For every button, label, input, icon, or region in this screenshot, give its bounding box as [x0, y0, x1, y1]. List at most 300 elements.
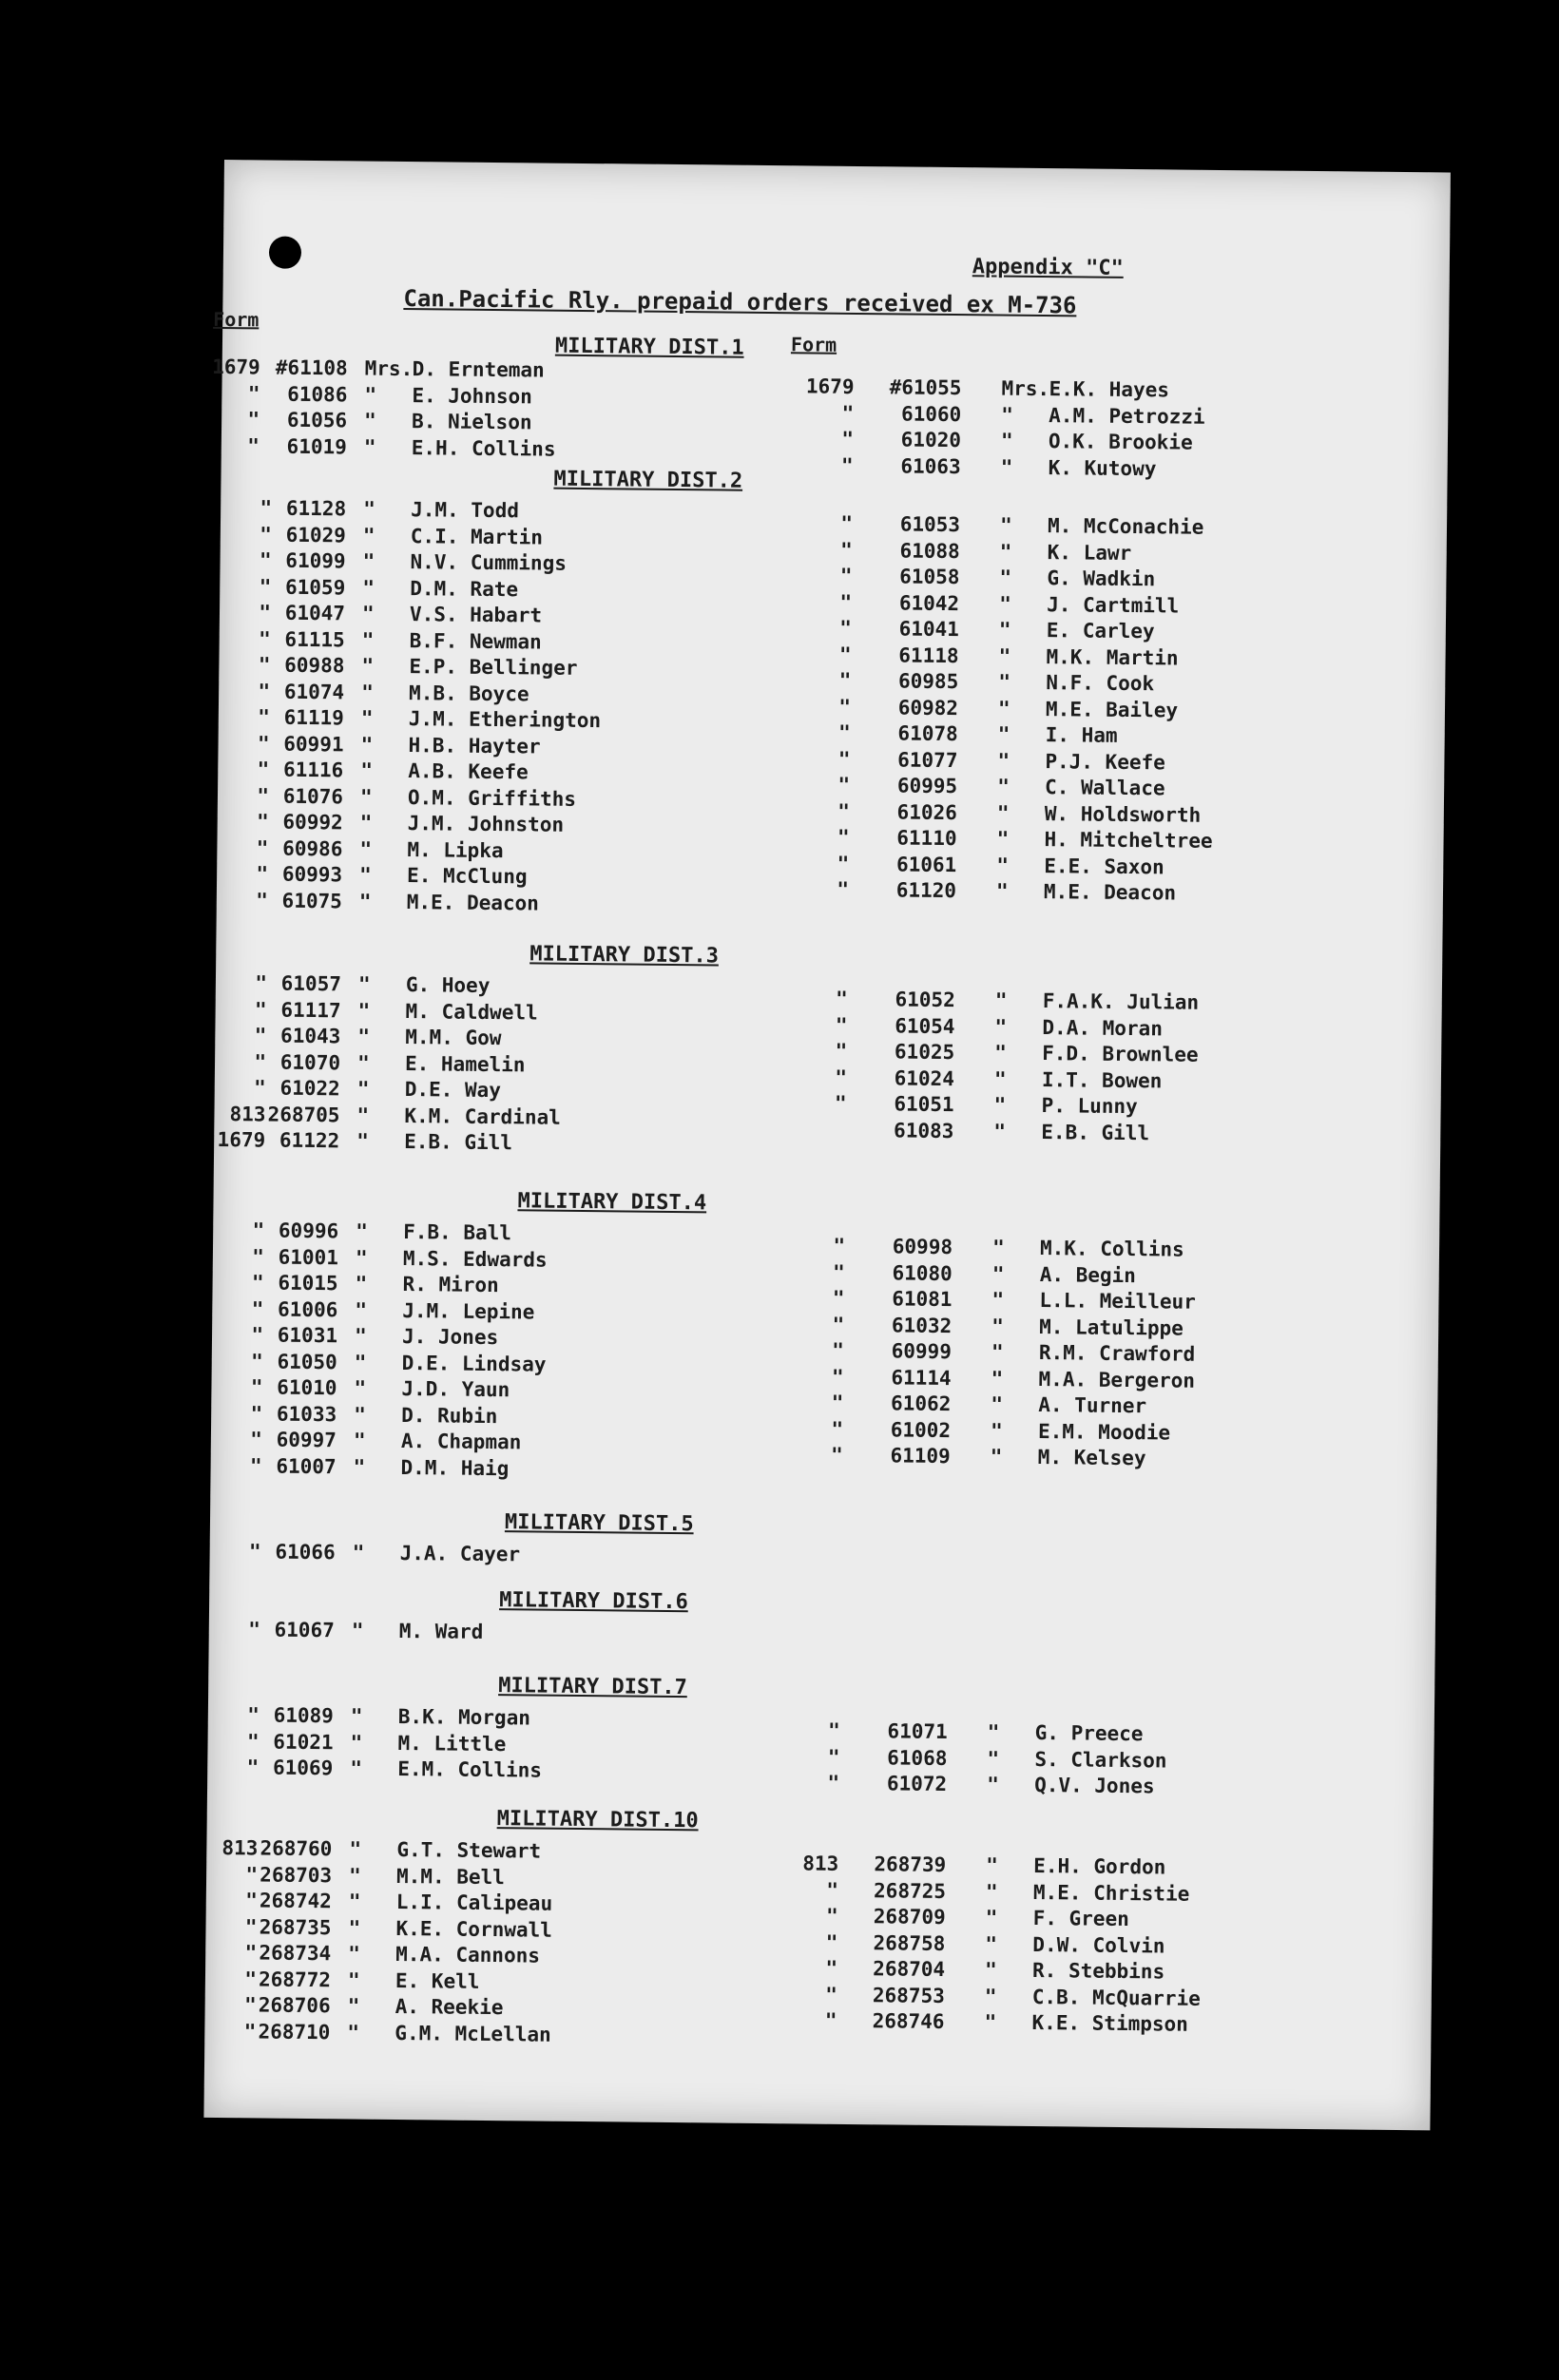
form-number: 1679: [805, 374, 855, 398]
section-heading: MILITARY DIST.5: [504, 1510, 694, 1537]
form-number: ": [830, 1443, 843, 1467]
title-ditto: ": [997, 775, 1010, 798]
form-number: ": [260, 496, 273, 520]
title-ditto: ": [347, 1994, 360, 2018]
order-number: 60982: [897, 695, 959, 720]
title-ditto: ": [351, 1619, 364, 1642]
recipient-name: B. Nielson: [412, 410, 532, 434]
form-number: ": [247, 1703, 260, 1727]
recipient-name: E. Johnson: [412, 383, 532, 408]
title-ditto: ": [358, 890, 372, 913]
form-number: ": [256, 810, 269, 834]
order-number: 61114: [891, 1365, 952, 1390]
order-number: 61056: [286, 408, 348, 432]
order-number: 61022: [279, 1076, 340, 1101]
recipient-name: A.M. Petrozzi: [1049, 403, 1205, 429]
recipient-name: H.B. Hayter: [408, 733, 541, 758]
recipient-name: M.S. Edwards: [402, 1246, 548, 1272]
form-label: Form: [790, 333, 837, 356]
recipient-name: E. Kell: [395, 1968, 480, 1993]
recipient-name: J.M. Todd: [411, 498, 520, 523]
order-number: 61053: [899, 512, 961, 537]
title-ditto: ": [355, 1272, 368, 1296]
form-number: ": [259, 574, 272, 599]
form-number: ": [827, 1718, 840, 1742]
form-number: ": [251, 1296, 264, 1320]
form-number: ": [836, 987, 848, 1010]
form-number: ": [837, 799, 850, 823]
order-number: 61002: [890, 1417, 952, 1442]
order-number: 60997: [276, 1428, 337, 1452]
recipient-name: L.I. Calipeau: [395, 1890, 553, 1915]
order-number: 60985: [897, 669, 959, 694]
form-number: ": [825, 1904, 838, 1928]
form-number: ": [835, 1065, 848, 1089]
order-number: 61057: [280, 971, 342, 996]
form-number: ": [244, 1967, 258, 1990]
order-number: 61051: [894, 1092, 954, 1117]
section-heading: MILITARY DIST.10: [496, 1807, 699, 1833]
recipient-name: M.A. Bergeron: [1038, 1367, 1196, 1392]
title-ditto: ": [991, 1367, 1004, 1391]
order-number: 61128: [285, 496, 347, 521]
form-number: ": [257, 758, 270, 781]
order-number: 268705: [267, 1103, 340, 1126]
title-ditto: ": [360, 758, 374, 782]
title-ditto: ": [359, 785, 373, 809]
form-number: ": [252, 1244, 265, 1269]
form-number: ": [258, 679, 271, 703]
recipient-name: K.E. Stimpson: [1031, 2011, 1189, 2036]
order-number: 61033: [276, 1402, 337, 1426]
form-number: ": [832, 1260, 845, 1284]
title-ditto: ": [354, 1324, 367, 1348]
order-number: 61118: [898, 643, 959, 667]
order-number: 61029: [285, 523, 346, 547]
order-number: 60986: [282, 836, 343, 860]
recipient-name: Q.V. Jones: [1034, 1774, 1155, 1798]
recipient-name: P.J. Keefe: [1045, 749, 1165, 774]
recipient-name: A. Reekie: [395, 1994, 504, 2020]
form-number: ": [831, 1391, 844, 1414]
order-number: 61067: [274, 1618, 335, 1642]
order-number: 268739: [874, 1852, 947, 1877]
recipient-name: E.B. Gill: [404, 1130, 513, 1155]
title-ditto: ": [985, 1931, 998, 1956]
title-ditto: ": [360, 733, 374, 757]
form-number: ": [826, 1878, 839, 1902]
recipient-name: F.D. Brownlee: [1042, 1042, 1199, 1066]
title-ditto: ": [359, 811, 373, 835]
order-number: #61108: [275, 355, 348, 380]
title-ditto: ": [364, 383, 377, 407]
title-ditto: ": [364, 409, 376, 432]
section-heading: MILITARY DIST.1: [554, 334, 744, 360]
form-number: ": [832, 1313, 845, 1336]
form-number: ": [254, 997, 267, 1022]
punch-hole: [269, 236, 301, 268]
form-number: ": [838, 695, 852, 719]
form-number: ": [825, 1983, 837, 2006]
order-number: 268709: [873, 1905, 946, 1929]
title-ditto: ": [985, 1906, 998, 1929]
order-number: 61043: [280, 1024, 341, 1048]
form-number: ": [837, 877, 850, 901]
title-ditto: ": [998, 670, 1011, 694]
title-ditto: ": [347, 2020, 360, 2044]
order-number: 60996: [278, 1219, 339, 1243]
form-number: ": [250, 1349, 263, 1372]
title-ditto: ": [359, 863, 372, 887]
title-ditto: ": [356, 1077, 370, 1101]
order-number: 61059: [284, 575, 346, 599]
recipient-name: M.A. Cannons: [395, 1942, 541, 1967]
form-number: ": [248, 1618, 260, 1641]
form-number: ": [839, 616, 852, 640]
form-number: ": [248, 1540, 261, 1564]
title-ditto: ": [993, 1093, 1007, 1117]
title-ditto: ": [991, 1392, 1004, 1416]
order-number: 268710: [258, 2019, 331, 2044]
form-number: ": [256, 862, 269, 886]
form-number: ": [244, 1941, 258, 1965]
title-ditto: ": [354, 1351, 367, 1374]
order-number: 60998: [892, 1235, 953, 1259]
recipient-name: E.E. Saxon: [1044, 854, 1164, 878]
recipient-name: K. Lawr: [1047, 540, 1132, 565]
title-ditto: ": [994, 1015, 1008, 1039]
form-number: ": [247, 433, 260, 457]
title-ditto: ": [350, 1730, 363, 1755]
form-number: 1679: [212, 355, 260, 379]
title-ditto: ": [356, 1129, 369, 1153]
order-number: 61001: [278, 1245, 339, 1269]
order-number: 61071: [887, 1719, 948, 1744]
title-ditto: ": [984, 2010, 997, 2034]
recipient-name: E.K. Hayes: [1049, 377, 1170, 402]
recipient-name: W. Holdsworth: [1044, 801, 1202, 827]
title-ditto: ": [348, 1915, 361, 1940]
form-number: ": [838, 643, 852, 666]
order-number: 61063: [900, 453, 961, 478]
title-ditto: ": [356, 1219, 368, 1243]
recipient-name: M.E. Bailey: [1045, 697, 1179, 722]
title-ditto: ": [352, 1541, 365, 1564]
title-ditto: ": [360, 706, 374, 730]
recipient-name: J.A. Cayer: [399, 1542, 521, 1566]
title-ditto: ": [348, 1863, 361, 1888]
recipient-name: M. Kelsey: [1037, 1446, 1146, 1470]
title-ditto: ": [993, 1067, 1007, 1091]
order-number: 61099: [285, 548, 346, 573]
title-ditto: ": [357, 1025, 371, 1048]
recipient-name: D. Ernteman: [412, 357, 545, 382]
title-ditto: ": [987, 1773, 999, 1796]
form-number: [789, 1118, 846, 1119]
recipient-name: D.E. Way: [404, 1078, 502, 1103]
order-number: 61116: [282, 758, 344, 782]
form-number: ": [832, 1286, 845, 1310]
section-heading: MILITARY DIST.3: [529, 942, 720, 969]
order-number: 61020: [900, 428, 962, 452]
form-number: 813: [221, 1836, 259, 1860]
order-number: 61042: [898, 590, 960, 615]
title-ditto: ": [987, 1720, 1000, 1744]
recipient-name: M. Caldwell: [405, 999, 538, 1025]
title-ditto: Mrs.: [1001, 376, 1050, 401]
recipient-name: K.M. Cardinal: [404, 1104, 561, 1129]
order-number: 61024: [894, 1065, 955, 1090]
order-number: 61026: [896, 799, 957, 824]
form-number: ": [831, 1365, 844, 1389]
order-number: 61062: [890, 1392, 952, 1416]
order-number: 61069: [272, 1756, 334, 1780]
recipient-name: N.V. Cummings: [410, 550, 568, 575]
order-number: 61078: [897, 721, 958, 746]
form-number: ": [250, 1428, 263, 1451]
form-number: ": [837, 720, 851, 744]
form-number: ": [246, 1756, 260, 1779]
title-ditto: ": [991, 1340, 1004, 1364]
recipient-name: K.E. Cornwall: [395, 1916, 553, 1942]
form-label: Form: [213, 307, 260, 332]
form-number: ": [250, 1401, 263, 1425]
form-number: ": [255, 971, 268, 995]
recipient-name: E. Hamelin: [404, 1051, 526, 1076]
recipient-name: K. Kutowy: [1048, 455, 1157, 480]
title-ditto: ": [996, 801, 1010, 825]
order-number: 61072: [886, 1772, 948, 1796]
order-number: 61058: [899, 565, 960, 589]
recipient-name: R. Stebbins: [1031, 1959, 1165, 1984]
form-number: ": [827, 1771, 840, 1795]
form-number: ": [254, 1024, 267, 1047]
order-number: 268746: [872, 2009, 945, 2034]
recipient-name: E.B. Gill: [1041, 1120, 1150, 1144]
form-number: ": [824, 2008, 837, 2032]
form-number: ": [247, 381, 260, 405]
recipient-name: E.M. Moodie: [1037, 1419, 1171, 1444]
recipient-name: G. Hoey: [405, 973, 491, 997]
order-number: 61080: [892, 1260, 953, 1285]
form-number: ": [839, 564, 853, 587]
recipient-name: J.M. Johnston: [407, 812, 565, 836]
recipient-name: V.S. Habart: [409, 603, 543, 627]
recipient-name: P. Lunny: [1041, 1094, 1138, 1119]
title-ditto: ": [1000, 455, 1013, 479]
recipient-name: M.E. Deacon: [1043, 880, 1177, 905]
form-column-header-right: [791, 335, 837, 355]
form-number: ": [256, 835, 269, 860]
form-number: ": [260, 522, 273, 547]
order-number: 268742: [259, 1889, 332, 1913]
recipient-name: D. Rubin: [401, 1403, 498, 1428]
order-number: 61088: [899, 538, 960, 563]
form-number: ": [834, 1091, 847, 1115]
form-number: 1679: [217, 1127, 266, 1152]
order-number: 268772: [258, 1967, 332, 1991]
recipient-name: O.M. Griffiths: [407, 785, 577, 811]
form-number: ": [249, 1453, 262, 1477]
form-number: ": [825, 1956, 838, 1980]
recipient-name: D.M. Rate: [410, 576, 519, 601]
order-number: 61066: [275, 1540, 336, 1564]
military-district-section: [208, 1671, 1434, 1798]
recipient-name: M.B. Boyce: [409, 681, 529, 705]
form-number: ": [831, 1417, 844, 1441]
form-number: ": [257, 731, 270, 756]
form-number: 813: [229, 1102, 266, 1126]
title-ditto: ": [354, 1376, 367, 1400]
title-ditto: ": [1000, 429, 1013, 452]
title-ditto: ": [353, 1454, 366, 1479]
section-heading: MILITARY DIST.4: [517, 1189, 707, 1216]
recipient-name: G. Wadkin: [1047, 566, 1156, 591]
title-ditto: ": [998, 618, 1011, 642]
title-ditto: ": [350, 1704, 363, 1728]
recipient-name: J. Jones: [401, 1325, 499, 1350]
order-number: 60992: [282, 810, 343, 835]
form-number: ": [243, 2019, 257, 2043]
recipient-name: J.M. Etherington: [408, 707, 602, 733]
recipient-name: A. Chapman: [400, 1430, 522, 1454]
title-ditto: ": [997, 722, 1010, 746]
military-district-section: [216, 939, 1442, 1155]
title-ditto: ": [357, 999, 371, 1023]
order-number: 61122: [279, 1128, 340, 1153]
order-number: 61050: [277, 1350, 337, 1373]
form-number: ": [825, 1930, 838, 1954]
title-ditto: ": [354, 1402, 366, 1427]
form-number: ": [254, 1049, 267, 1074]
document-page: [203, 160, 1451, 2130]
title-ditto: ": [991, 1315, 1004, 1338]
recipient-name: G.M. McLellan: [395, 2021, 551, 2046]
title-ditto: ": [349, 1837, 362, 1861]
form-number: ": [833, 1234, 846, 1257]
order-number: 61117: [280, 998, 341, 1022]
title-ditto: ": [998, 644, 1011, 668]
title-ditto: ": [984, 1984, 997, 2008]
order-number: 61119: [283, 705, 344, 730]
order-number: 61075: [281, 889, 342, 912]
recipient-name: C.I. Martin: [410, 524, 544, 549]
order-number: 61089: [273, 1703, 334, 1728]
recipient-name: A.B. Keefe: [408, 759, 529, 784]
form-number: ": [839, 590, 853, 614]
section-heading: MILITARY DIST.2: [553, 467, 743, 493]
military-district-section: [210, 1507, 1436, 1566]
order-number: 60999: [891, 1339, 953, 1364]
order-number: 268703: [260, 1862, 333, 1887]
form-number: ": [244, 1914, 258, 1938]
order-number: 61010: [277, 1375, 337, 1400]
recipient-name: N.F. Cook: [1046, 671, 1155, 696]
recipient-name: E.M. Collins: [397, 1757, 543, 1782]
title-ditto: ": [361, 681, 374, 704]
title-ditto: ": [348, 1890, 361, 1913]
section-heading: MILITARY DIST.6: [499, 1588, 688, 1615]
form-number: ": [838, 668, 852, 692]
military-district-section: [209, 1585, 1435, 1643]
order-number: 268760: [260, 1836, 333, 1861]
form-number: ": [243, 1993, 257, 2017]
form-number: ": [841, 427, 855, 451]
order-number: 268725: [873, 1878, 947, 1903]
title-ditto: ": [994, 1041, 1007, 1065]
recipient-name: M. Little: [397, 1731, 507, 1756]
order-number: 61047: [284, 601, 346, 625]
form-number: ": [252, 1219, 265, 1242]
form-number: ": [837, 747, 851, 771]
order-number: 60988: [284, 653, 345, 678]
recipient-name: D.M. Haig: [400, 1455, 510, 1480]
recipient-name: M.K. Martin: [1046, 644, 1179, 670]
title-ditto: ": [1001, 403, 1014, 427]
title-ditto: ": [355, 1298, 368, 1322]
title-ditto: ": [991, 1236, 1005, 1259]
form-number: ": [257, 783, 270, 808]
title-ditto: ": [362, 524, 375, 547]
order-number: #61055: [889, 375, 962, 400]
recipient-name: M. McConachie: [1047, 514, 1204, 539]
recipient-name: M.M. Bell: [395, 1864, 506, 1889]
order-number: 61076: [282, 784, 344, 808]
title-ditto: ": [362, 549, 375, 573]
recipient-name: G. Preece: [1034, 1721, 1144, 1746]
recipient-name: B.K. Morgan: [397, 1705, 531, 1730]
order-number: 268753: [872, 1983, 945, 2007]
order-number: 61025: [894, 1040, 955, 1065]
recipient-name: M. Ward: [398, 1620, 484, 1643]
order-number: 61032: [891, 1313, 953, 1337]
recipient-name: M.K. Collins: [1039, 1237, 1184, 1261]
order-number: 61015: [278, 1271, 338, 1296]
order-number: 61109: [890, 1444, 951, 1468]
order-number: 61052: [895, 988, 955, 1012]
form-number: ": [837, 773, 851, 797]
title-ditto: ": [999, 566, 1012, 589]
order-number: 61086: [287, 382, 348, 406]
recipient-name: M. Lipka: [407, 837, 504, 862]
order-number: 268734: [259, 1941, 332, 1966]
recipient-name: J.D. Yaun: [401, 1377, 510, 1402]
form-number: ": [253, 1076, 266, 1100]
recipient-name: M.E. Deacon: [406, 890, 540, 915]
order-number: 60991: [283, 732, 344, 756]
title-ditto: ": [361, 602, 375, 625]
form-number: ": [251, 1271, 264, 1295]
title-ditto: ": [363, 435, 376, 459]
order-number: 268735: [259, 1914, 332, 1939]
order-number: 61041: [898, 617, 959, 642]
title-ditto: ": [997, 749, 1010, 773]
form-number: ": [832, 1338, 845, 1362]
section-heading: MILITARY DIST.7: [498, 1674, 688, 1700]
order-number: 61081: [892, 1287, 953, 1312]
form-number: ": [840, 511, 854, 535]
order-number: 61021: [273, 1730, 334, 1754]
form-number: ": [837, 825, 850, 849]
title-ditto: ": [991, 1288, 1005, 1312]
title-ditto: ": [987, 1746, 1000, 1771]
recipient-name: D.W. Colvin: [1032, 1932, 1165, 1957]
appendix-label: Appendix "C": [972, 255, 1124, 280]
recipient-name: E. McClung: [406, 864, 528, 889]
recipient-name: M.E. Christie: [1032, 1880, 1190, 1906]
recipient-name: I. Ham: [1045, 723, 1118, 747]
title-ditto: ": [990, 1419, 1003, 1443]
